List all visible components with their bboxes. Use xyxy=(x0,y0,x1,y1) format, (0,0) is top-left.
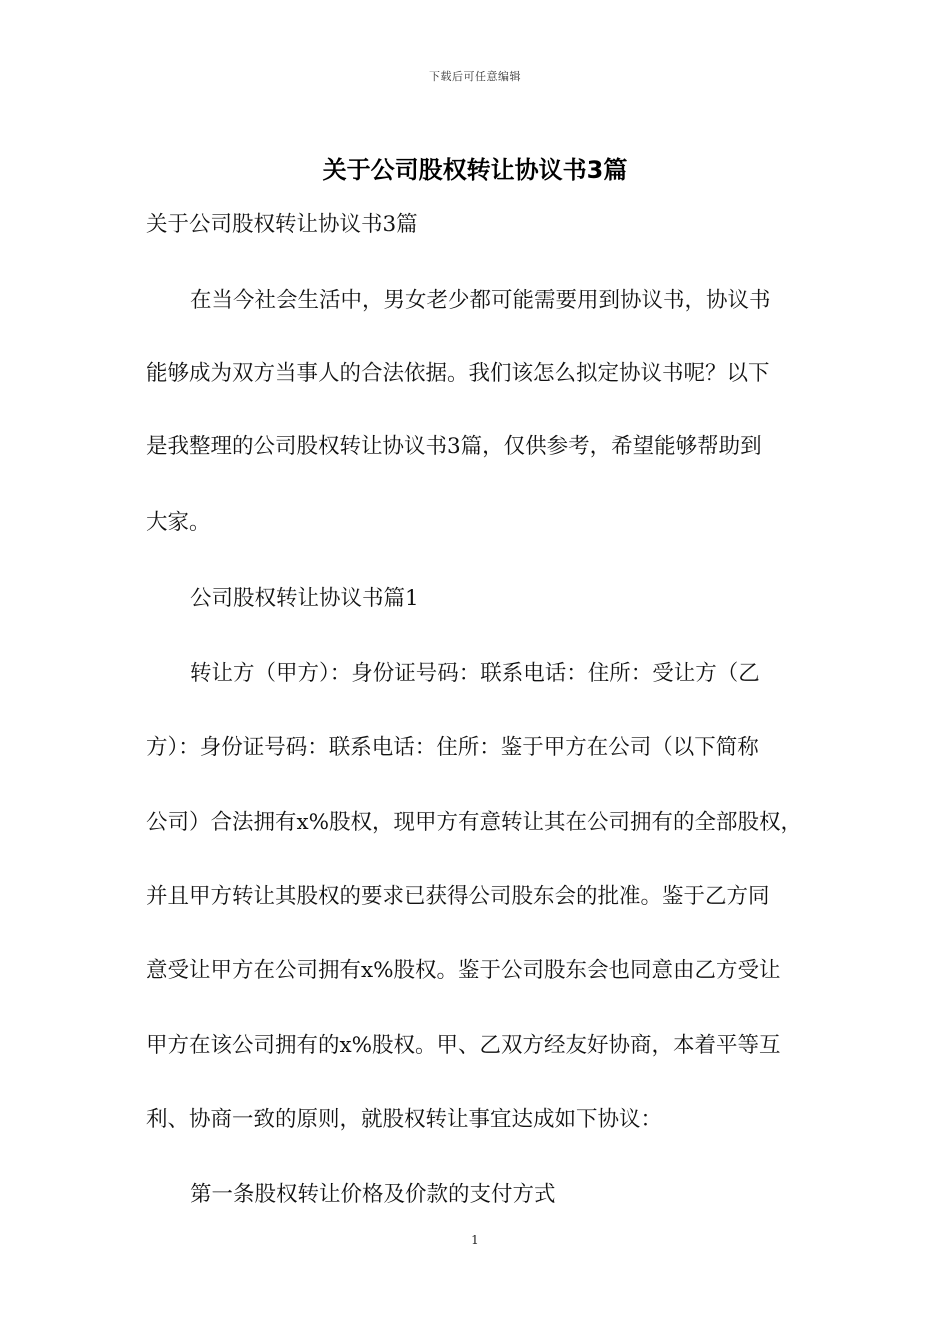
paragraph-line: 在当今社会生活中，男女老少都可能需要用到协议书，协议书 xyxy=(190,288,771,313)
article-heading: 第一条股权转让价格及价款的支付方式 xyxy=(190,1182,556,1207)
section-heading: 公司股权转让协议书篇1 xyxy=(190,586,419,611)
paragraph-line: 甲方在该公司拥有的x%股权。甲、乙双方经友好协商，本着平等互 xyxy=(146,1033,781,1058)
document-title: 关于公司股权转让协议书3篇 xyxy=(322,156,628,184)
document-subtitle: 关于公司股权转让协议书3篇 xyxy=(146,212,418,237)
paragraph-line: 大家。 xyxy=(146,510,211,535)
paragraph-line: 并且甲方转让其股权的要求已获得公司股东会的批准。鉴于乙方同 xyxy=(146,884,770,909)
paragraph-line: 意受让甲方在公司拥有x%股权。鉴于公司股东会也同意由乙方受让 xyxy=(146,958,781,983)
paragraph-line: 转让方（甲方）：身份证号码：联系电话：住所：受让方（乙 xyxy=(190,661,760,686)
header-note: 下载后可任意编辑 xyxy=(429,70,521,83)
paragraph-line: 方）：身份证号码：联系电话：住所：鉴于甲方在公司（以下简称 xyxy=(146,735,759,760)
paragraph-line: 是我整理的公司股权转让协议书3篇，仅供参考，希望能够帮助到 xyxy=(146,434,762,459)
paragraph-line: 公司）合法拥有x%股权，现甲方有意转让其在公司拥有的全部股权， xyxy=(146,810,803,835)
paragraph-line: 利、协商一致的原则，就股权转让事宜达成如下协议： xyxy=(146,1107,663,1132)
paragraph-line: 能够成为双方当事人的合法依据。我们该怎么拟定协议书呢？以下 xyxy=(146,361,770,386)
page-number: 1 xyxy=(471,1233,479,1247)
